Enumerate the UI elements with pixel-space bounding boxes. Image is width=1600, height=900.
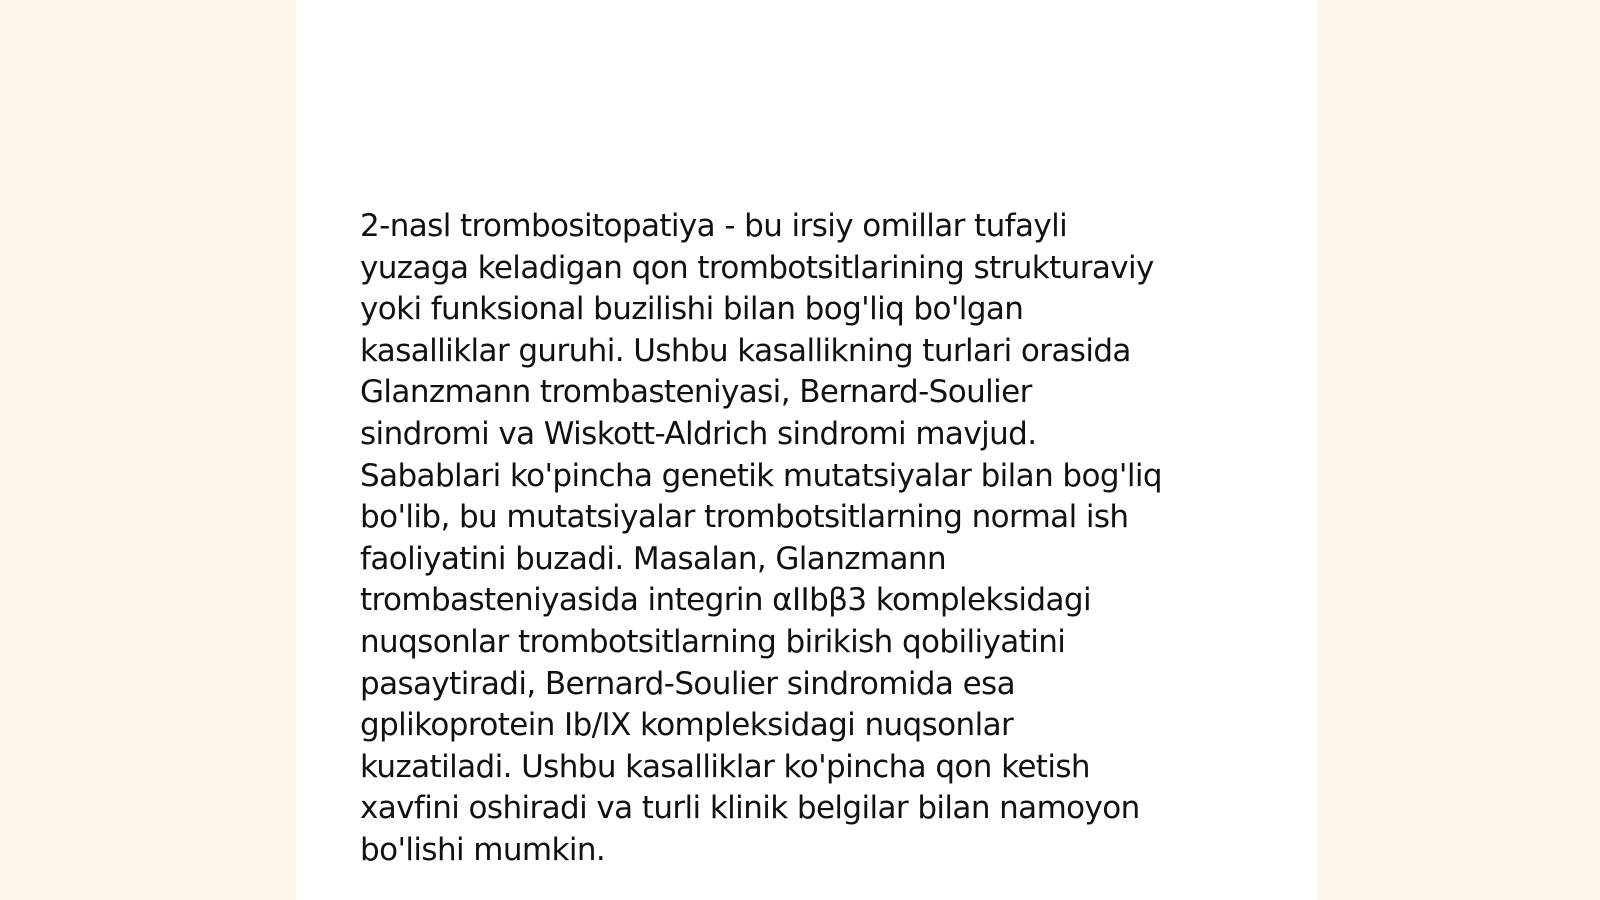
paragraph-line: kasalliklar guruhi. Ushbu kasallikning turlari orasida — [360, 332, 1131, 369]
paragraph-line: bo'lishi mumkin. — [360, 831, 606, 868]
paragraph-line: kuzatiladi. Ushbu kasalliklar ko'pincha qon ketish — [360, 748, 1090, 785]
body-paragraph — [360, 206, 1240, 872]
paragraph-line: Glanzmann trombasteniyasi, Bernard-Soulier — [360, 374, 1032, 411]
paragraph-line: bo'lib, bu mutatsiyalar trombotsitlarning normal ish — [360, 499, 1129, 536]
paragraph-line: pasaytiradi, Bernard-Soulier sindromida esa — [360, 665, 1015, 702]
paragraph-line: yoki funksional buzilishi bilan bog'liq bo'lgan — [360, 291, 1024, 328]
paragraph-line: Sabablari ko'pincha genetik mutatsiyalar bilan bog'liq — [360, 457, 1162, 494]
paragraph-line: trombasteniyasida integrin αIIbβ3 kompleksidagi — [360, 582, 1091, 619]
paragraph-line: yuzaga keladigan qon trombotsitlarining strukturaviy — [360, 249, 1154, 286]
paragraph-line: nuqsonlar trombotsitlarning birikish qobiliyatini — [360, 623, 1066, 660]
document-page — [296, 0, 1318, 900]
paragraph-line: faoliyatini buzadi. Masalan, Glanzmann — [360, 540, 947, 577]
paragraph-line: gplikoprotein Ib/IX kompleksidagi nuqsonlar — [360, 707, 1014, 744]
paragraph-line: 2-nasl trombositopatiya - bu irsiy omillar tufayli — [360, 208, 1068, 244]
paragraph-line: sindromi va Wiskott-Aldrich sindromi mavjud. — [360, 415, 1037, 452]
paragraph-line: xavfini oshiradi va turli klinik belgilar bilan namoyon — [360, 790, 1140, 827]
